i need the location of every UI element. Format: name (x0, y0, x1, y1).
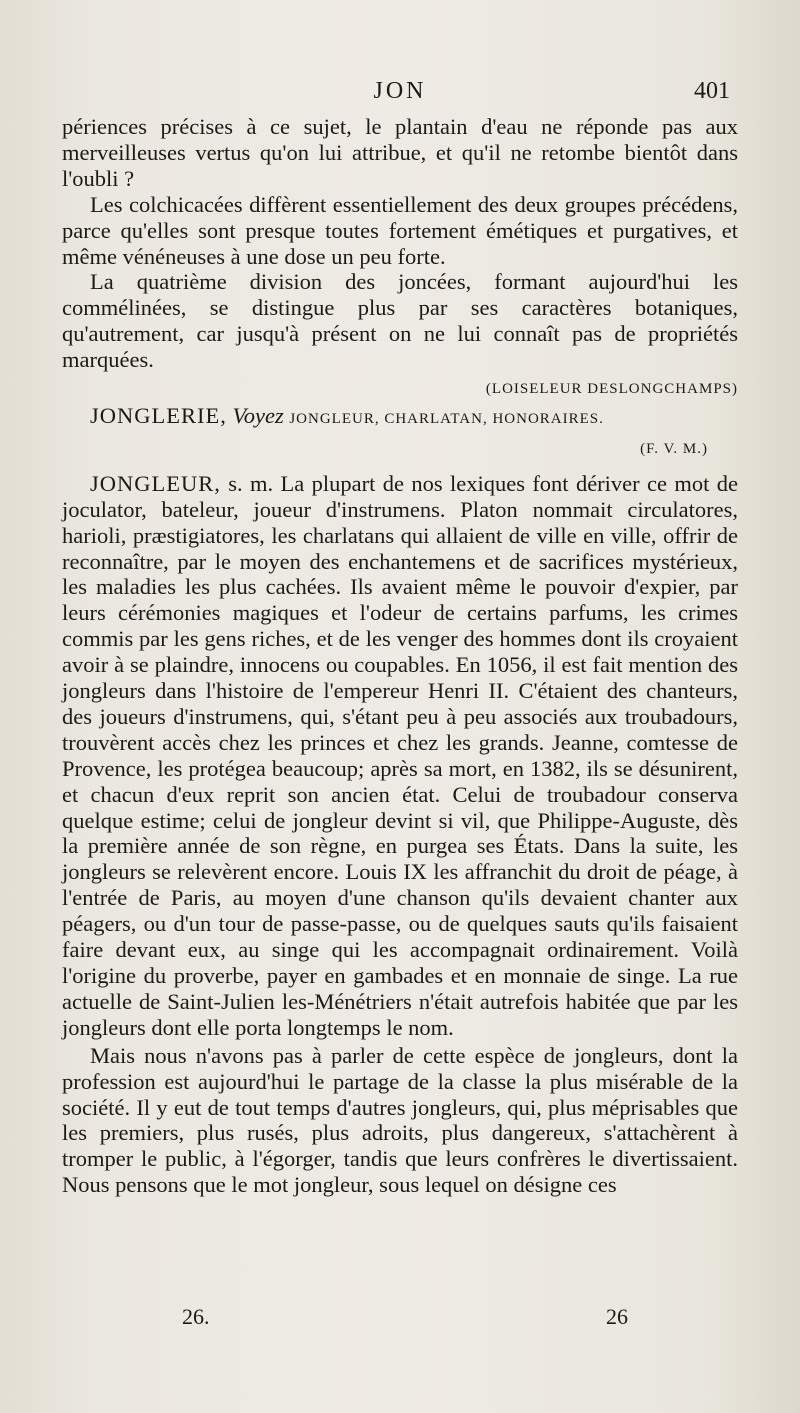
entry-headword-jongleur: JONGLEUR, (90, 470, 221, 496)
running-title: JON (373, 78, 427, 104)
entry-jongleur (62, 471, 738, 1041)
signature-mark-left: 26. (182, 1304, 210, 1329)
page-number: 401 (694, 78, 730, 104)
running-head (0, 74, 800, 114)
paragraph-jongleurs-continued: Mais nous n'avons pas à parler de cette espèce de jongleurs, dont la profession est aujourd'hui le partage de la classe la plus misérable de la société. Il y eut de tout temps d'autres jongleurs, qui, plus méprisables que les premiers, plus rusés, plus adroits, plus dangereux, s'attachèrent à tromper le public, à l'égorger, tandis que leurs confrères le divertissaient. Nous pensons que le mot jongleur, sous lequel on désigne ces (62, 1042, 738, 1198)
author-signature-text: (LOISELEUR DESLONGCHAMPS) (485, 381, 738, 398)
author-signature-loiseleur (62, 373, 738, 403)
page-body (62, 114, 738, 1198)
paragraph-continuation: périences précises à ce sujet, le plantain d'eau ne réponde pas aux merveilleuses vertus qu'on lui attribue, et qu'il ne retombe bientôt dans l'oubli ? (62, 114, 738, 191)
author-signature-fvm-text: (F. V. M.) (640, 440, 708, 457)
entry-cross-references: JONGLEUR, CHARLATAN, HONORAIRES. (289, 410, 604, 427)
signature-mark-right: 26 (606, 1304, 628, 1329)
entry-jonglerie (62, 403, 738, 433)
page-footer (0, 1304, 800, 1334)
entry-voyez: Voyez (232, 402, 284, 428)
paragraph-colchicacees: Les colchicacées diffèrent essentiellement des deux groupes précédens, parce qu'elles sont presque toutes fortement émétiques et purgatives, et même vénéneuses à une dose un peu forte. (62, 191, 738, 269)
entry-headword-jonglerie: JONGLERIE, (90, 402, 227, 428)
author-signature-fvm (62, 433, 738, 463)
paragraph-commelinees: La quatrième division des joncées, formant aujourd'hui les commélinées, se distingue plus par ses caractères botaniques, qu'autrement, car jusqu'à présent on ne lui connaît pas de propriétés marquées. (62, 269, 738, 373)
entry-jongleur-text: s. m. La plupart de nos lexiques font dériver ce mot de joculator, bateleur, joueur d'instrumens. Platon nommait circulatores, harioli, præstigiatores, les charlatans qui allaient de ville en ville, offrir de reconnaître, par le moyen des enchantemens et de sacrifices mystérieux, les maladies les plus cachées. Ils avaient même le pouvoir d'expier, par leurs cérémonies magiques et l'odeur de certains parfums, les crimes commis par les gens riches, et de les venger des hommes dont ils croyaient avoir à se plaindre, innocens ou coupables. En 1056, il est fait mention des jongleurs dans l'histoire de l'empereur Henri II. C'étaient des chanteurs, des joueurs d'instrumens, qui, s'étant peu à peu associés aux troubadours, trouvèrent accès chez les princes et chez les grands. Jeanne, comtesse de Provence, les protégea beaucoup; après sa mort, en 1382, ils se désunirent, et chacun d'eux reprit son ancien état. Celui de troubadour conserva quelque estime; celui de jongleur devint si vil, que Philippe-Auguste, dès la première année de son règne, en purgea ses États. Dans la suite, les jongleurs se relevèrent encore. Louis IX les affranchit du droit de péage, à l'entrée de Paris, au moyen d'une chanson qu'ils devaient chanter aux péagers, ou d'un tour de passe-passe, ou de quelques sauts qu'ils faisaient faire devant eux, au singe qui les accompagnait ordinairement. Voilà l'origine du proverbe, payer en gambades et en monnaie de singe. La rue actuelle de Saint-Julien les-Ménétriers n'était autrefois habitée que par les jongleurs dont elle porta longtemps le nom. (62, 470, 738, 1040)
